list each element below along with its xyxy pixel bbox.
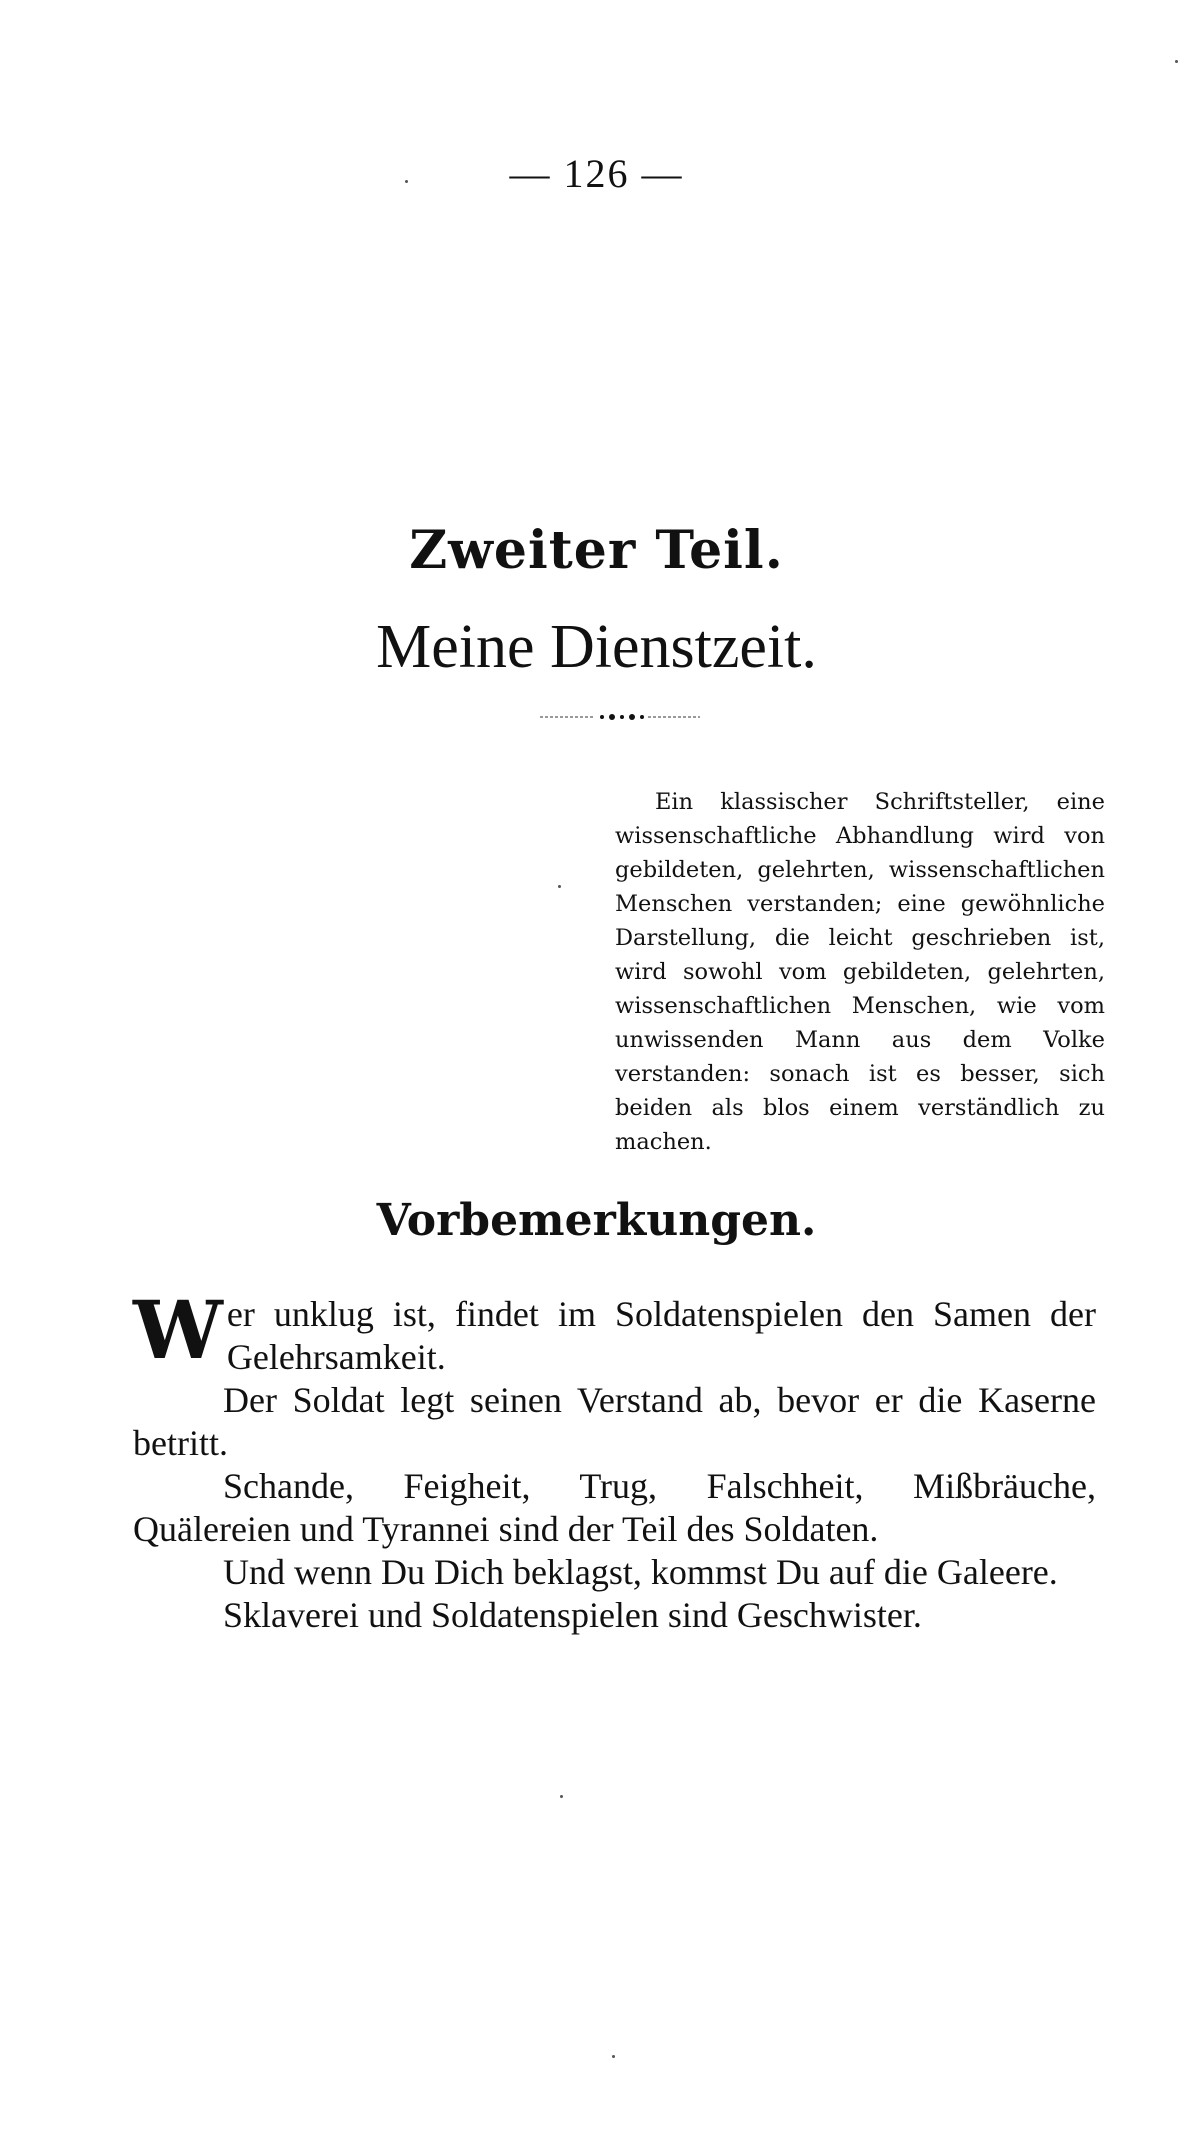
paragraph-text: er unklug ist, findet im Soldatenspielen den Samen der Gelehrsamkeit. <box>226 1294 1096 1377</box>
body-text <box>133 1283 1096 1637</box>
print-speck <box>405 180 408 183</box>
motto-text: Ein klassischer Schriftsteller, eine wissenschaftliche Abhandlung wird von gebildeten, gelehrten, wissenschaftlichen Menschen verstanden; eine gewöhnliche Darstellung, die leicht geschrieben ist, wird sowohl vom gebildeten, gelehrten, wissenschaftlichen Menschen, wie vom unwissenden Mann aus dem Volke verstanden: sonach ist es besser, sich beiden als blos einem verständlich zu machen. <box>615 789 1105 1155</box>
motto-quote <box>615 785 1105 1159</box>
part-title: Zweiter Teil. <box>409 520 784 581</box>
print-speck <box>1175 60 1178 63</box>
paragraph <box>133 1283 1096 1379</box>
paragraph: Sklaverei und Soldatenspielen sind Geschwister. <box>223 1595 922 1635</box>
drop-cap: W <box>133 1283 223 1377</box>
paragraph: Der Soldat legt seinen Verstand ab, bevor er die Kaserne betritt. <box>133 1380 1096 1463</box>
ornament-divider <box>540 712 700 722</box>
section-heading: Vorbemerkungen. <box>376 1195 817 1246</box>
paragraph: Schande, Feigheit, Trug, Falschheit, Mißbräuche, Quälereien und Tyrannei sind der Teil des Soldaten. <box>133 1466 1096 1549</box>
page-number: — 126 — <box>509 151 684 196</box>
print-speck <box>558 885 561 888</box>
part-subtitle: Meine Dienstzeit. <box>376 613 817 681</box>
print-speck <box>560 1795 563 1798</box>
paragraph: Und wenn Du Dich beklagst, kommst Du auf die Galeere. <box>223 1552 1058 1592</box>
print-speck <box>612 2055 615 2058</box>
